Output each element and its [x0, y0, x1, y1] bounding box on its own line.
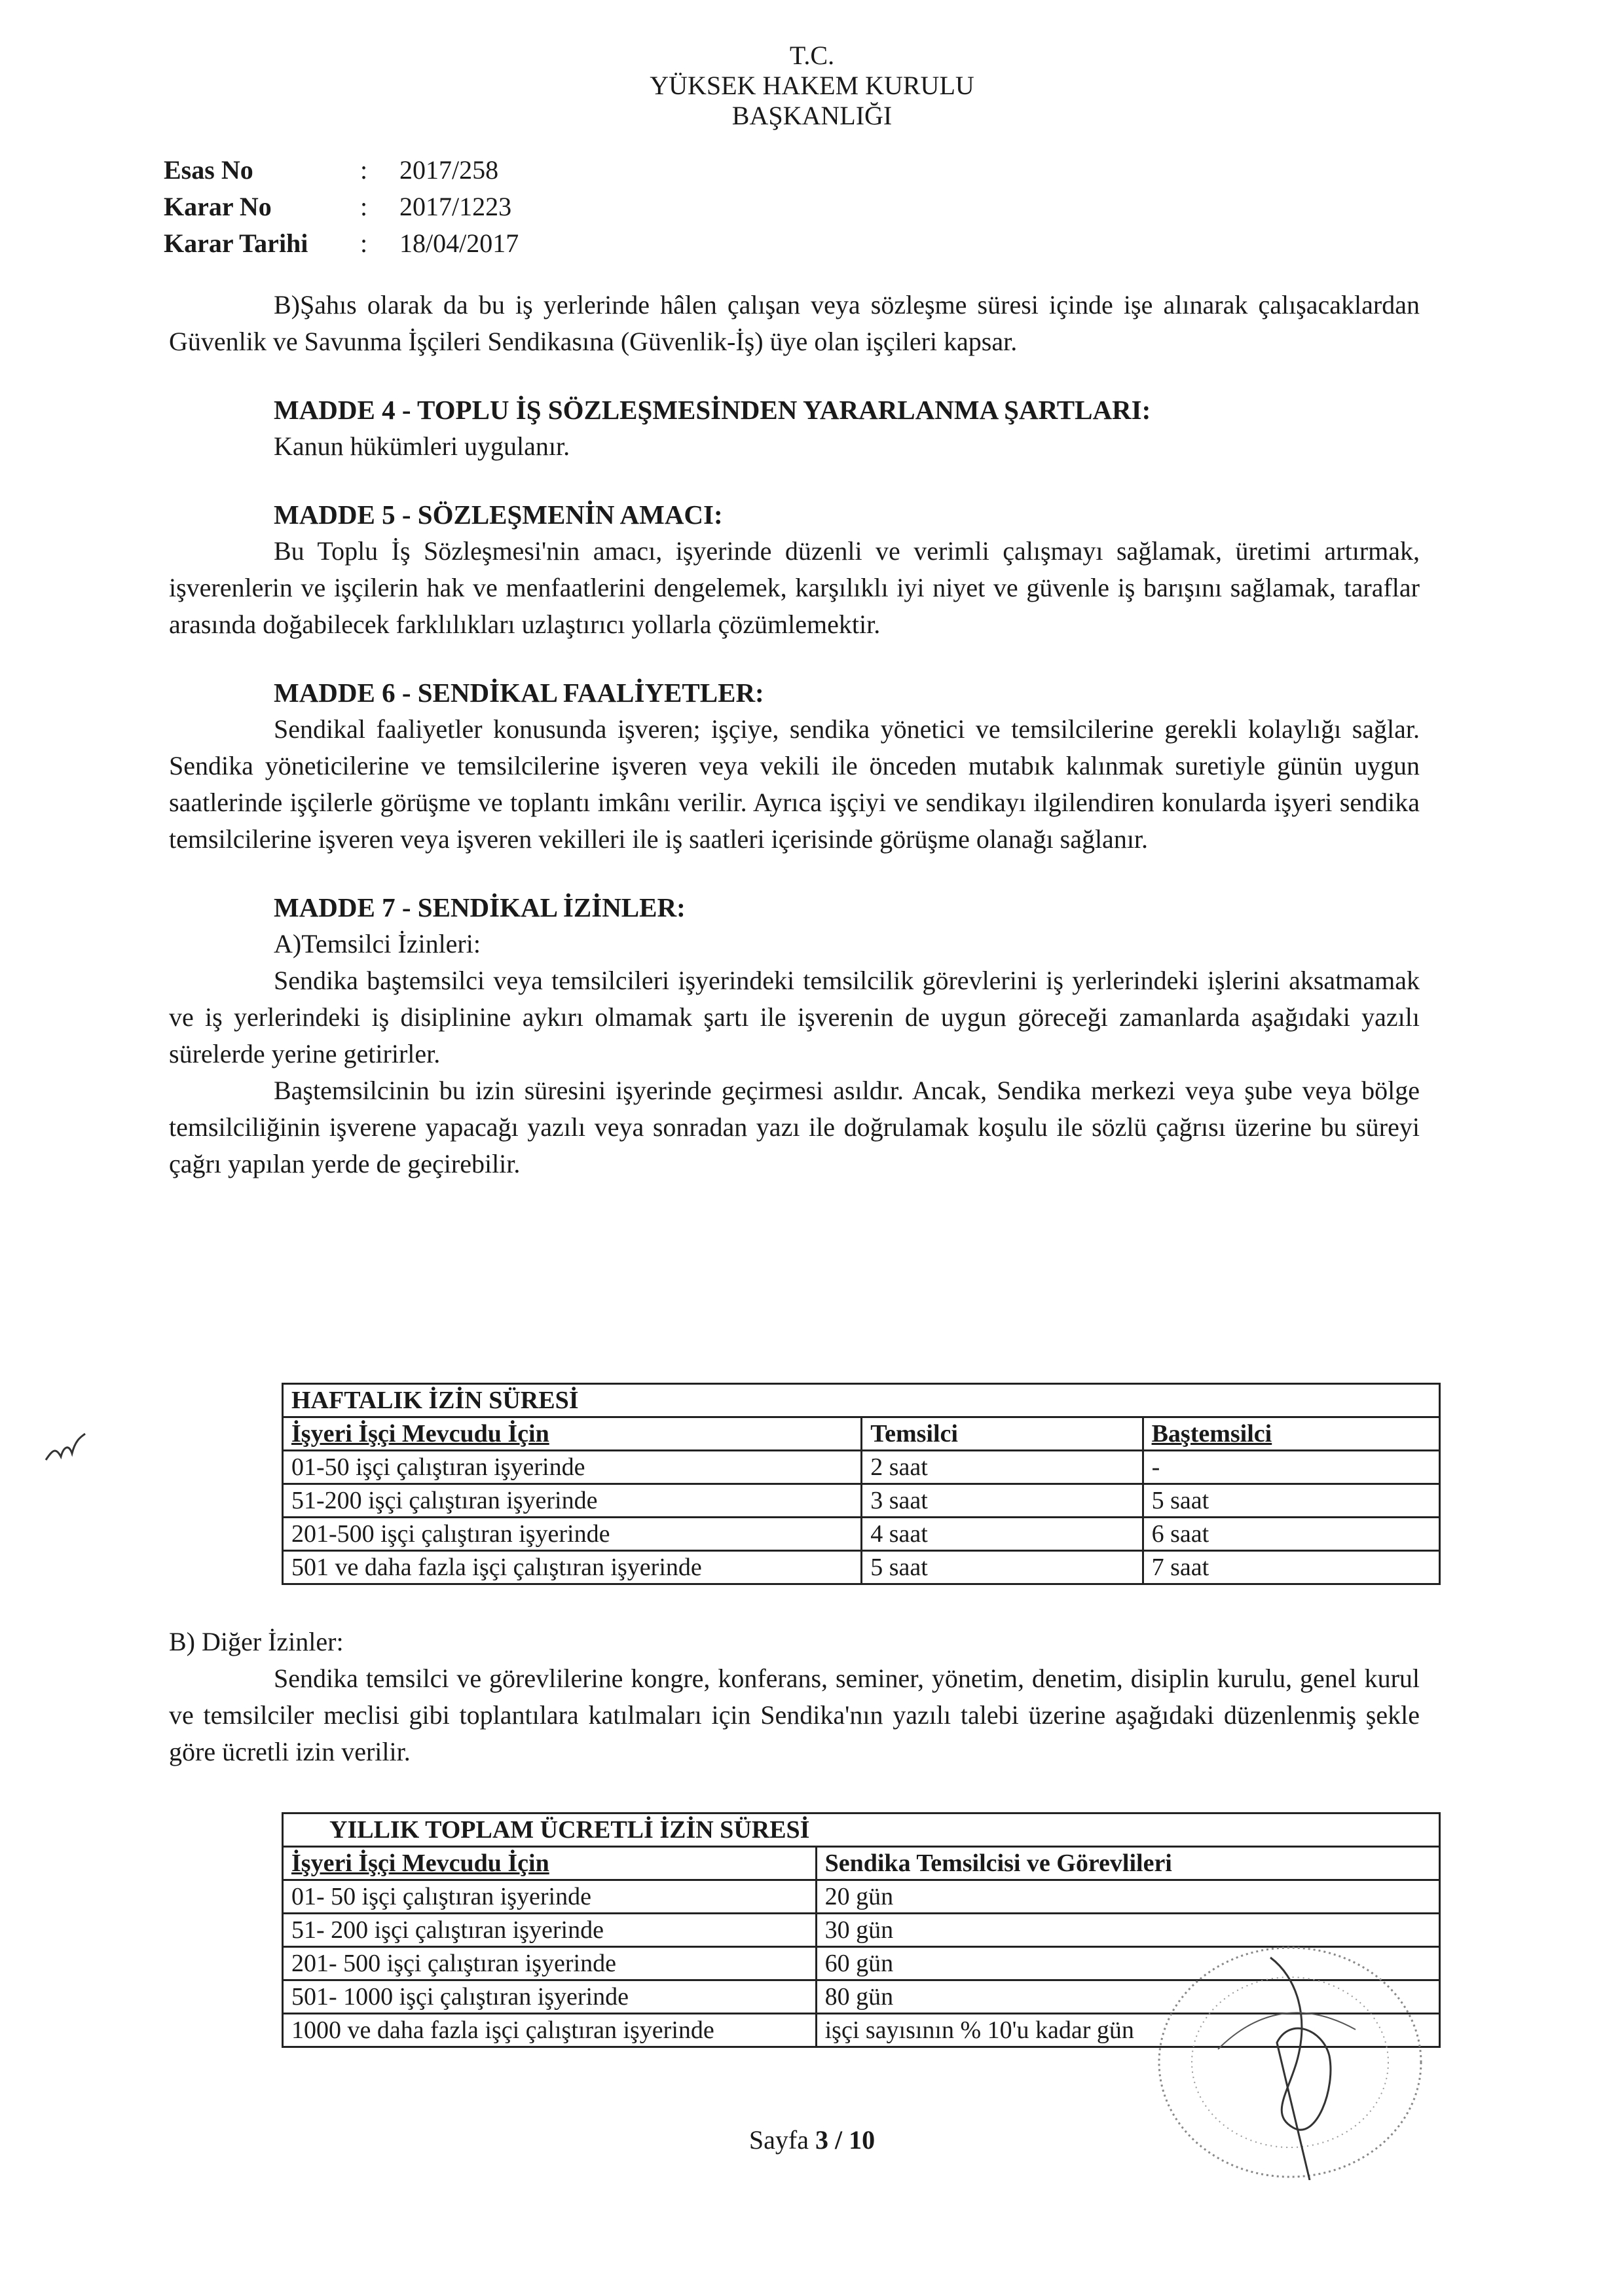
- madde-7-paragraph-1: Sendika baştemsilci veya temsilcileri işyerindeki temsilcilik görevlerini iş yerlerindeki işlerini aksatmamak ve iş yerlerindeki iş disiplinine aykırı olmamak şartı ile işverenin de uygun göreceği zamanlarda aşağıdaki yazılı sürelerde yerine getirirler.: [169, 966, 1420, 1068]
- header-line-tc: T.C.: [789, 41, 835, 70]
- document-header: [0, 41, 1624, 131]
- table-cell: 7 saat: [1143, 1551, 1439, 1584]
- table-cell: 501- 1000 işçi çalıştıran işyerinde: [283, 1980, 817, 2014]
- header-line-institution: YÜKSEK HAKEM KURULU: [650, 71, 974, 100]
- document-body: [169, 287, 1420, 1182]
- table-header-cell: Baştemsilci: [1143, 1417, 1439, 1451]
- table-header-row: [283, 1847, 1440, 1880]
- table-row: [283, 1551, 1440, 1584]
- table-cell: 20 gün: [816, 1880, 1439, 1914]
- meta-row-karar: [164, 189, 596, 225]
- table-cell: 51-200 işçi çalıştıran işyerinde: [283, 1484, 862, 1518]
- meta-label: Karar No: [164, 192, 272, 221]
- madde-4-title: MADDE 4 - TOPLU İŞ SÖZLEŞMESİNDEN YARARLANMA ŞARTLARI:: [274, 395, 1151, 425]
- table-cell: -: [1143, 1451, 1439, 1484]
- case-meta: [164, 152, 596, 262]
- meta-separator: :: [360, 228, 368, 258]
- table-row: [283, 1880, 1440, 1914]
- table-cell: 5 saat: [1143, 1484, 1439, 1518]
- page-footer: [0, 2124, 1624, 2155]
- madde-7-subsection-b: B) Diğer İzinler:: [169, 1627, 344, 1656]
- table-cell: 1000 ve daha fazla işçi çalıştıran işyerinde: [283, 2014, 817, 2047]
- weekly-leave-table: [282, 1383, 1441, 1585]
- table-cell: 501 ve daha fazla işçi çalıştıran işyerinde: [283, 1551, 862, 1584]
- table-cell: işçi sayısının % 10'u kadar gün: [816, 2014, 1439, 2047]
- table-cell: 01-50 işçi çalıştıran işyerinde: [283, 1451, 862, 1484]
- table-cell: 60 gün: [816, 1947, 1439, 1980]
- madde-5-title: MADDE 5 - SÖZLEŞMENİN AMACI:: [274, 500, 723, 530]
- page-number: 3 / 10: [815, 2125, 876, 2155]
- meta-value: 2017/258: [399, 155, 499, 185]
- meta-label: Esas No: [164, 155, 253, 185]
- header-line-baskanligi: BAŞKANLIĞI: [731, 101, 893, 130]
- document-body-continued: [169, 1624, 1420, 1770]
- annual-paid-leave-table-title: YILLIK TOPLAM ÜCRETLİ İZİN SÜRESİ: [283, 1813, 1440, 1847]
- meta-separator: :: [360, 155, 368, 185]
- madde-6-title: MADDE 6 - SENDİKAL FAALİYETLER:: [274, 678, 764, 708]
- table-header-cell: Sendika Temsilcisi ve Görevlileri: [816, 1847, 1439, 1880]
- meta-label: Karar Tarihi: [164, 228, 308, 258]
- madde-7-paragraph-3: Sendika temsilci ve görevlilerine kongre, konferans, seminer, yönetim, denetim, disiplin kurulu, genel kurul ve temsilciler meclisi gibi toplantılara katılmaları için Sendika'nın yazılı talebi üzerine aşağıdaki düzenlenmiş şekle göre ücretli izin verilir.: [169, 1664, 1420, 1766]
- table-cell: 3 saat: [862, 1484, 1143, 1518]
- table-cell: 4 saat: [862, 1518, 1143, 1551]
- meta-value: 18/04/2017: [399, 228, 519, 258]
- table-row: [283, 1451, 1440, 1484]
- table-cell: 5 saat: [862, 1551, 1143, 1584]
- page-footer-prefix: Sayfa: [748, 2125, 815, 2155]
- table-row: [283, 1518, 1440, 1551]
- table-cell: 2 saat: [862, 1451, 1143, 1484]
- table-cell: 01- 50 işçi çalıştıran işyerinde: [283, 1880, 817, 1914]
- margin-initials-mark: [43, 1427, 88, 1473]
- table-cell: 30 gün: [816, 1914, 1439, 1947]
- madde-7-paragraph-2: Baştemsilcinin bu izin süresini işyerinde geçirmesi asıldır. Ancak, Sendika merkezi veya şube veya bölge temsilciliğinin işverene yapacağı yazılı veya sonradan yazı ile doğrulamak koşulu ile sözlü çağrısı üzerine bu süreyi çağrı yapılan yerde de geçirebilir.: [169, 1076, 1420, 1178]
- meta-value: 2017/1223: [399, 192, 512, 221]
- table-cell: 201- 500 işçi çalıştıran işyerinde: [283, 1947, 817, 1980]
- meta-row-tarih: [164, 225, 596, 262]
- table-cell: 51- 200 işçi çalıştıran işyerinde: [283, 1914, 817, 1947]
- meta-row-esas: [164, 152, 596, 189]
- table-row: [283, 1484, 1440, 1518]
- madde-7-title: MADDE 7 - SENDİKAL İZİNLER:: [274, 892, 686, 922]
- table-cell: 6 saat: [1143, 1518, 1439, 1551]
- table-header-row: [283, 1417, 1440, 1451]
- madde-7-subsection-a: A)Temsilci İzinleri:: [274, 929, 481, 958]
- table-header-cell: Temsilci: [862, 1417, 1143, 1451]
- meta-separator: :: [360, 192, 368, 221]
- table-cell: 80 gün: [816, 1980, 1439, 2014]
- table-cell: 201-500 işçi çalıştıran işyerinde: [283, 1518, 862, 1551]
- section-b-paragraph: B)Şahıs olarak da bu iş yerlerinde hâlen çalışan veya sözleşme süresi içinde işe alınarak çalışacaklardan Güvenlik ve Savunma İşçileri Sendikasına (Güvenlik-İş) üye olan işçileri kapsar.: [169, 290, 1420, 356]
- madde-4-text: Kanun hükümleri uygulanır.: [274, 431, 570, 461]
- weekly-leave-table-title: HAFTALIK İZİN SÜRESİ: [283, 1384, 1440, 1417]
- madde-6-text: Sendikal faaliyetler konusunda işveren; işçiye, sendika yönetici ve temsilcilerine gerekli kolaylığı sağlar. Sendika yöneticilerine ve temsilcilerine işveren veya vekili ile önceden mutabık kalınmak suretiyle günün uygun saatlerinde işçilerle görüşme ve toplantı imkânı verilir. Ayrıca işçiyi ve sendikayı ilgilendiren konularda işyeri sendika temsilcilerine işveren veya işveren vekilleri ile iş saatleri içerisinde görüşme olanağı sağlanır.: [169, 714, 1420, 854]
- madde-5-text: Bu Toplu İş Sözleşmesi'nin amacı, işyerinde düzenli ve verimli çalışmayı sağlamak, üretimi artırmak, işverenlerin ve işçilerin hak ve menfaatlerini dengelemek, karşılıklı iyi niyet ve güvenle iş barışını sağlamak, taraflar arasında doğabilecek farklılıkları uzlaştırıcı yollarla çözümlemektir.: [169, 536, 1420, 639]
- table-header-cell: İşyeri İşçi Mevcudu İçin: [283, 1417, 862, 1451]
- table-header-cell: İşyeri İşçi Mevcudu İçin: [283, 1847, 817, 1880]
